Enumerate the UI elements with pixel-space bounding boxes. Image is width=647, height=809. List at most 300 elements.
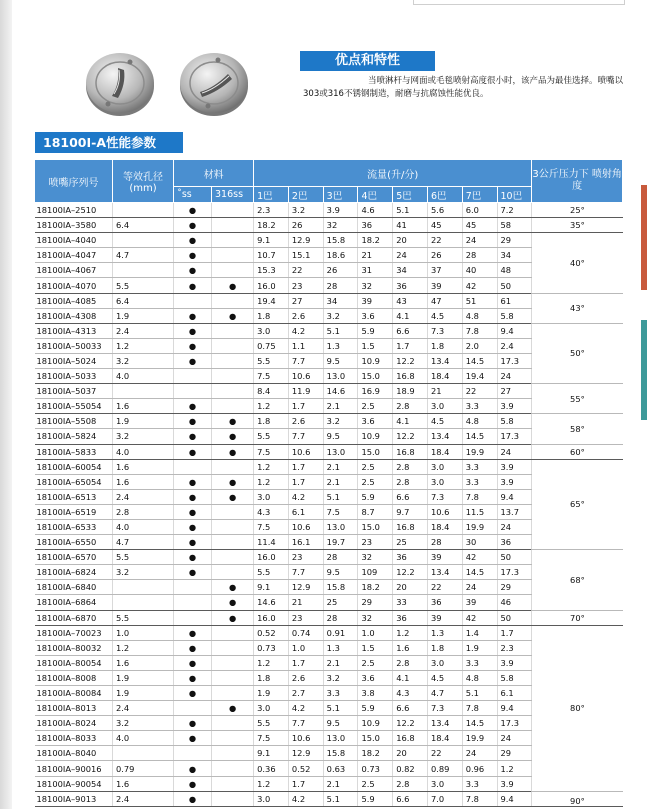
cell-model: 18100IA–5833 <box>35 444 113 459</box>
cell-flow: 7.7 <box>288 716 323 731</box>
cell-ss: ● <box>174 263 212 278</box>
cell-flow: 0.89 <box>427 761 462 776</box>
cell-flow: 3.0 <box>427 399 462 414</box>
cell-ss <box>174 580 212 595</box>
cell-flow: 3.2 <box>288 203 323 218</box>
cell-diameter <box>112 233 173 248</box>
cell-flow: 24 <box>462 746 497 761</box>
header-material: 材料 <box>174 160 254 187</box>
cell-diameter <box>112 203 173 218</box>
cell-ss: ● <box>174 489 212 504</box>
cell-flow: 5.5 <box>254 565 289 580</box>
cell-flow: 28 <box>323 278 358 293</box>
cell-flow: 4.8 <box>462 670 497 685</box>
cell-flow: 19.4 <box>254 293 289 308</box>
cell-flow: 8.7 <box>358 504 393 519</box>
cell-316ss <box>212 203 254 218</box>
cell-flow: 4.2 <box>288 701 323 716</box>
cell-flow: 7.8 <box>462 323 497 338</box>
cell-316ss: ● <box>212 278 254 293</box>
cell-flow: 2.1 <box>323 474 358 489</box>
cell-flow: 0.36 <box>254 761 289 776</box>
cell-316ss <box>212 338 254 353</box>
cell-flow: 20 <box>393 746 428 761</box>
cell-flow: 2.3 <box>254 203 289 218</box>
cell-flow: 1.9 <box>254 686 289 701</box>
cell-ss: ● <box>174 625 212 640</box>
table-row <box>35 791 623 806</box>
cell-model: 18100IA–3580 <box>35 218 113 233</box>
cell-flow: 13.4 <box>427 429 462 444</box>
cell-316ss <box>212 399 254 414</box>
cell-flow: 7.3 <box>427 701 462 716</box>
cell-angle: 50° <box>532 323 623 383</box>
cell-flow: 3.3 <box>462 459 497 474</box>
cell-flow: 39 <box>427 610 462 625</box>
cell-flow: 15.0 <box>358 731 393 746</box>
cell-flow: 20 <box>393 233 428 248</box>
cell-flow: 1.7 <box>288 474 323 489</box>
header-pressure: 2巴 <box>288 187 323 203</box>
cell-flow: 29 <box>497 580 532 595</box>
cell-diameter: 0.79 <box>112 761 173 776</box>
cell-316ss <box>212 716 254 731</box>
cell-flow: 15.8 <box>323 233 358 248</box>
cell-diameter: 1.6 <box>112 776 173 791</box>
cell-angle: 35° <box>532 218 623 233</box>
cell-ss: ● <box>174 414 212 429</box>
cell-316ss <box>212 248 254 263</box>
cell-flow: 9.5 <box>323 565 358 580</box>
cell-flow: 2.1 <box>323 655 358 670</box>
cell-flow: 5.1 <box>323 323 358 338</box>
cell-flow: 1.7 <box>393 338 428 353</box>
cell-flow: 36 <box>393 278 428 293</box>
header-316ss: 316ss <box>212 187 254 203</box>
cell-flow: 18.4 <box>427 444 462 459</box>
table-row <box>35 233 623 248</box>
cell-diameter: 4.0 <box>112 444 173 459</box>
cell-flow: 2.8 <box>393 399 428 414</box>
cell-flow: 23 <box>288 550 323 565</box>
table-row <box>35 384 623 399</box>
cell-flow: 1.8 <box>254 670 289 685</box>
cell-flow: 1.2 <box>254 776 289 791</box>
cell-flow: 3.6 <box>358 414 393 429</box>
cell-flow: 36 <box>427 595 462 610</box>
cell-316ss <box>212 731 254 746</box>
cell-flow: 1.7 <box>288 776 323 791</box>
cell-flow: 14.6 <box>323 384 358 399</box>
cell-flow: 16.8 <box>393 519 428 534</box>
cell-flow: 1.2 <box>254 474 289 489</box>
cell-flow: 33 <box>393 595 428 610</box>
cell-flow: 7.0 <box>427 791 462 806</box>
cell-flow: 29 <box>358 595 393 610</box>
nozzle-image <box>84 48 156 120</box>
cell-ss: ● <box>174 248 212 263</box>
cell-flow: 10.6 <box>288 444 323 459</box>
header-pressure: 4巴 <box>358 187 393 203</box>
cell-316ss <box>212 233 254 248</box>
cell-flow: 48 <box>497 263 532 278</box>
performance-table <box>34 159 623 807</box>
cell-model: 18100IA–5033 <box>35 369 113 384</box>
cell-316ss <box>212 323 254 338</box>
cell-flow: 15.8 <box>323 580 358 595</box>
cell-model: 18100IA–8040 <box>35 746 113 761</box>
features-description <box>303 75 623 101</box>
cell-flow: 109 <box>358 565 393 580</box>
cell-flow: 2.6 <box>288 414 323 429</box>
cell-flow: 10.6 <box>288 519 323 534</box>
cell-316ss <box>212 504 254 519</box>
cell-flow: 5.9 <box>358 701 393 716</box>
cell-flow: 29 <box>497 746 532 761</box>
cell-flow: 18.4 <box>427 731 462 746</box>
cell-flow: 4.1 <box>393 670 428 685</box>
features-line: 303或316不锈钢制造，耐磨与抗腐蚀性能优良。 <box>303 89 489 99</box>
cell-flow: 3.3 <box>462 655 497 670</box>
cell-flow: 12.2 <box>393 716 428 731</box>
cell-flow: 3.3 <box>323 686 358 701</box>
cell-flow: 10.9 <box>358 429 393 444</box>
cell-ss: ● <box>174 278 212 293</box>
cell-flow: 61 <box>497 293 532 308</box>
cell-flow: 7.5 <box>323 504 358 519</box>
cell-flow: 3.9 <box>497 399 532 414</box>
cell-ss: ● <box>174 323 212 338</box>
cell-ss: ● <box>174 640 212 655</box>
cell-flow: 13.0 <box>323 731 358 746</box>
cell-flow: 1.2 <box>254 459 289 474</box>
cell-flow: 3.0 <box>427 474 462 489</box>
page-edge-shadow <box>0 0 12 809</box>
cell-316ss: ● <box>212 474 254 489</box>
cell-flow: 0.75 <box>254 338 289 353</box>
cell-ss <box>174 459 212 474</box>
cell-flow: 5.9 <box>358 323 393 338</box>
cell-diameter: 2.4 <box>112 323 173 338</box>
cell-flow: 25 <box>393 535 428 550</box>
cell-diameter: 1.0 <box>112 625 173 640</box>
cell-flow: 17.3 <box>497 429 532 444</box>
cell-flow: 34 <box>497 248 532 263</box>
cell-angle: 43° <box>532 293 623 323</box>
cell-angle: 65° <box>532 459 623 550</box>
cell-flow: 6.6 <box>393 323 428 338</box>
cell-angle: 58° <box>532 414 623 444</box>
cell-ss: ● <box>174 203 212 218</box>
cell-flow: 1.5 <box>358 338 393 353</box>
cell-model: 18100IA–5824 <box>35 429 113 444</box>
cell-model: 18100IA–5037 <box>35 384 113 399</box>
cell-flow: 5.5 <box>254 716 289 731</box>
cell-flow: 18.9 <box>393 384 428 399</box>
cell-ss <box>174 746 212 761</box>
table-row <box>35 414 623 429</box>
cell-flow: 2.5 <box>358 399 393 414</box>
cell-angle: 90° <box>532 791 623 806</box>
cell-flow: 14.5 <box>462 565 497 580</box>
cell-flow: 0.96 <box>462 761 497 776</box>
cell-flow: 19.7 <box>323 535 358 550</box>
cell-flow: 12.2 <box>393 353 428 368</box>
cell-flow: 3.0 <box>427 459 462 474</box>
cell-316ss <box>212 746 254 761</box>
cell-angle: 60° <box>532 444 623 459</box>
cell-angle: 55° <box>532 384 623 414</box>
cell-flow: 7.5 <box>254 731 289 746</box>
cell-flow: 24 <box>393 248 428 263</box>
cell-flow: 45 <box>462 218 497 233</box>
cell-diameter: 1.9 <box>112 308 173 323</box>
cell-flow: 6.0 <box>462 203 497 218</box>
cell-flow: 7.8 <box>462 701 497 716</box>
cell-angle: 80° <box>532 625 623 791</box>
cell-flow: 16.8 <box>393 369 428 384</box>
cell-model: 18100IA–60054 <box>35 459 113 474</box>
cell-flow: 10.6 <box>288 731 323 746</box>
cell-flow: 5.1 <box>323 791 358 806</box>
cell-flow: 19.9 <box>462 731 497 746</box>
header-pressure: 1巴 <box>254 187 289 203</box>
cell-flow: 2.1 <box>323 399 358 414</box>
cell-flow: 10.7 <box>254 248 289 263</box>
cell-flow: 25 <box>323 595 358 610</box>
cell-flow: 0.52 <box>254 625 289 640</box>
cell-model: 18100IA–55054 <box>35 399 113 414</box>
cell-316ss: ● <box>212 595 254 610</box>
cell-ss: ● <box>174 338 212 353</box>
cell-flow: 12.9 <box>288 580 323 595</box>
cell-diameter <box>112 263 173 278</box>
cell-flow: 1.2 <box>254 655 289 670</box>
table-row <box>35 218 623 233</box>
table-row <box>35 293 623 308</box>
cell-flow: 28 <box>323 550 358 565</box>
cell-angle: 68° <box>532 550 623 610</box>
cell-flow: 50 <box>497 550 532 565</box>
cell-flow: 42 <box>462 550 497 565</box>
cell-flow: 29 <box>497 233 532 248</box>
cell-flow: 2.8 <box>393 459 428 474</box>
cell-flow: 45 <box>427 218 462 233</box>
cell-diameter: 1.6 <box>112 474 173 489</box>
cell-flow: 7.5 <box>254 369 289 384</box>
cell-angle: 40° <box>532 233 623 293</box>
cell-flow: 9.1 <box>254 580 289 595</box>
cell-flow: 17.3 <box>497 565 532 580</box>
cell-model: 18100IA–8033 <box>35 731 113 746</box>
cell-diameter: 3.2 <box>112 565 173 580</box>
cell-flow: 5.8 <box>497 414 532 429</box>
cell-flow: 1.3 <box>323 640 358 655</box>
cell-flow: 1.7 <box>288 459 323 474</box>
cell-diameter: 1.2 <box>112 338 173 353</box>
cell-ss: ● <box>174 550 212 565</box>
cell-flow: 28 <box>427 535 462 550</box>
cell-flow: 7.8 <box>462 791 497 806</box>
cell-316ss <box>212 640 254 655</box>
cell-model: 18100IA–4313 <box>35 323 113 338</box>
cell-flow: 34 <box>393 263 428 278</box>
cell-flow: 42 <box>462 278 497 293</box>
cell-diameter: 3.2 <box>112 716 173 731</box>
cell-316ss <box>212 535 254 550</box>
cell-diameter: 1.6 <box>112 655 173 670</box>
cell-flow: 24 <box>462 580 497 595</box>
cell-flow: 3.0 <box>254 701 289 716</box>
cell-flow: 1.0 <box>288 640 323 655</box>
cell-flow: 18.2 <box>358 580 393 595</box>
cell-model: 18100IA–4085 <box>35 293 113 308</box>
cell-ss: ● <box>174 565 212 580</box>
cell-model: 18100IA–5024 <box>35 353 113 368</box>
cell-flow: 16.0 <box>254 550 289 565</box>
cell-flow: 2.6 <box>288 670 323 685</box>
cell-flow: 27 <box>288 293 323 308</box>
cell-model: 18100IA–65054 <box>35 474 113 489</box>
cell-flow: 4.2 <box>288 489 323 504</box>
cell-flow: 34 <box>323 293 358 308</box>
cell-ss: ● <box>174 474 212 489</box>
cell-flow: 2.0 <box>462 338 497 353</box>
cell-316ss <box>212 761 254 776</box>
cell-ss <box>174 610 212 625</box>
cell-flow: 5.9 <box>358 489 393 504</box>
cell-model: 18100IA–6570 <box>35 550 113 565</box>
cell-flow: 9.4 <box>497 489 532 504</box>
header-ss: ˚ss <box>174 187 212 203</box>
cell-flow: 13.0 <box>323 519 358 534</box>
cell-flow: 7.3 <box>427 489 462 504</box>
cell-flow: 13.4 <box>427 565 462 580</box>
cell-ss <box>174 595 212 610</box>
cell-diameter: 1.9 <box>112 686 173 701</box>
cell-flow: 36 <box>393 610 428 625</box>
cell-flow: 1.1 <box>288 338 323 353</box>
cell-model: 18100IA–4047 <box>35 248 113 263</box>
cell-flow: 18.2 <box>358 746 393 761</box>
cell-diameter: 1.9 <box>112 414 173 429</box>
cell-flow: 1.7 <box>288 655 323 670</box>
cell-flow: 2.3 <box>497 640 532 655</box>
cell-flow: 18.4 <box>427 369 462 384</box>
cell-316ss <box>212 369 254 384</box>
cell-flow: 3.3 <box>462 474 497 489</box>
cell-flow: 3.6 <box>358 670 393 685</box>
cell-ss: ● <box>174 655 212 670</box>
cell-flow: 36 <box>497 535 532 550</box>
cell-flow: 15.8 <box>323 746 358 761</box>
table-row <box>35 203 623 218</box>
cell-ss: ● <box>174 444 212 459</box>
cell-flow: 1.0 <box>358 625 393 640</box>
cell-316ss <box>212 263 254 278</box>
cell-flow: 15.0 <box>358 444 393 459</box>
cell-flow: 26 <box>323 263 358 278</box>
cell-flow: 32 <box>358 610 393 625</box>
cell-316ss <box>212 384 254 399</box>
cell-flow: 21 <box>288 595 323 610</box>
cell-flow: 50 <box>497 278 532 293</box>
cell-flow: 4.2 <box>288 791 323 806</box>
header-flow: 流量(升/分) <box>254 160 532 187</box>
cell-ss: ● <box>174 353 212 368</box>
cell-model: 18100IA–80084 <box>35 686 113 701</box>
cell-flow: 2.5 <box>358 655 393 670</box>
cell-ss: ● <box>174 761 212 776</box>
cell-flow: 16.0 <box>254 610 289 625</box>
cell-flow: 13.0 <box>323 369 358 384</box>
cell-flow: 2.7 <box>288 686 323 701</box>
header-pressure: 7巴 <box>462 187 497 203</box>
cell-diameter: 4.0 <box>112 519 173 534</box>
cell-angle: 25° <box>532 203 623 218</box>
cell-flow: 3.0 <box>254 791 289 806</box>
cell-flow: 10.6 <box>288 369 323 384</box>
table-row <box>35 444 623 459</box>
cell-flow: 4.3 <box>393 686 428 701</box>
cell-flow: 24 <box>497 369 532 384</box>
cell-flow: 15.3 <box>254 263 289 278</box>
cell-flow: 3.9 <box>497 474 532 489</box>
cell-ss <box>174 701 212 716</box>
cell-flow: 2.8 <box>393 655 428 670</box>
cell-diameter: 5.5 <box>112 550 173 565</box>
cell-flow: 1.8 <box>254 308 289 323</box>
cell-diameter: 5.5 <box>112 278 173 293</box>
cell-diameter <box>112 595 173 610</box>
cell-ss: ● <box>174 399 212 414</box>
cell-316ss <box>212 459 254 474</box>
cell-diameter: 1.6 <box>112 399 173 414</box>
header-model: 喷嘴序列号 <box>35 160 113 203</box>
cell-flow: 2.5 <box>358 474 393 489</box>
cell-flow: 3.0 <box>427 776 462 791</box>
cell-flow: 28 <box>462 248 497 263</box>
cell-flow: 43 <box>393 293 428 308</box>
cell-ss <box>174 293 212 308</box>
cell-diameter <box>112 384 173 399</box>
cell-flow: 36 <box>393 550 428 565</box>
cell-flow: 3.2 <box>323 670 358 685</box>
cell-ss <box>174 384 212 399</box>
cell-diameter: 2.4 <box>112 489 173 504</box>
cell-ss: ● <box>174 670 212 685</box>
top-frame <box>413 0 625 5</box>
cell-model: 18100IA–5508 <box>35 414 113 429</box>
cell-diameter: 1.9 <box>112 670 173 685</box>
cell-ss: ● <box>174 791 212 806</box>
cell-ss: ● <box>174 504 212 519</box>
cell-model: 18100IA–6840 <box>35 580 113 595</box>
cell-diameter: 4.7 <box>112 248 173 263</box>
cell-flow: 3.9 <box>497 776 532 791</box>
cell-flow: 20 <box>393 580 428 595</box>
cell-model: 18100IA–6533 <box>35 519 113 534</box>
cell-flow: 1.4 <box>462 625 497 640</box>
cell-flow: 14.6 <box>254 595 289 610</box>
cell-flow: 2.8 <box>393 474 428 489</box>
cell-316ss <box>212 293 254 308</box>
cell-flow: 16.0 <box>254 278 289 293</box>
table-row <box>35 550 623 565</box>
cell-flow: 9.4 <box>497 323 532 338</box>
cell-flow: 37 <box>427 263 462 278</box>
cell-diameter: 2.4 <box>112 791 173 806</box>
